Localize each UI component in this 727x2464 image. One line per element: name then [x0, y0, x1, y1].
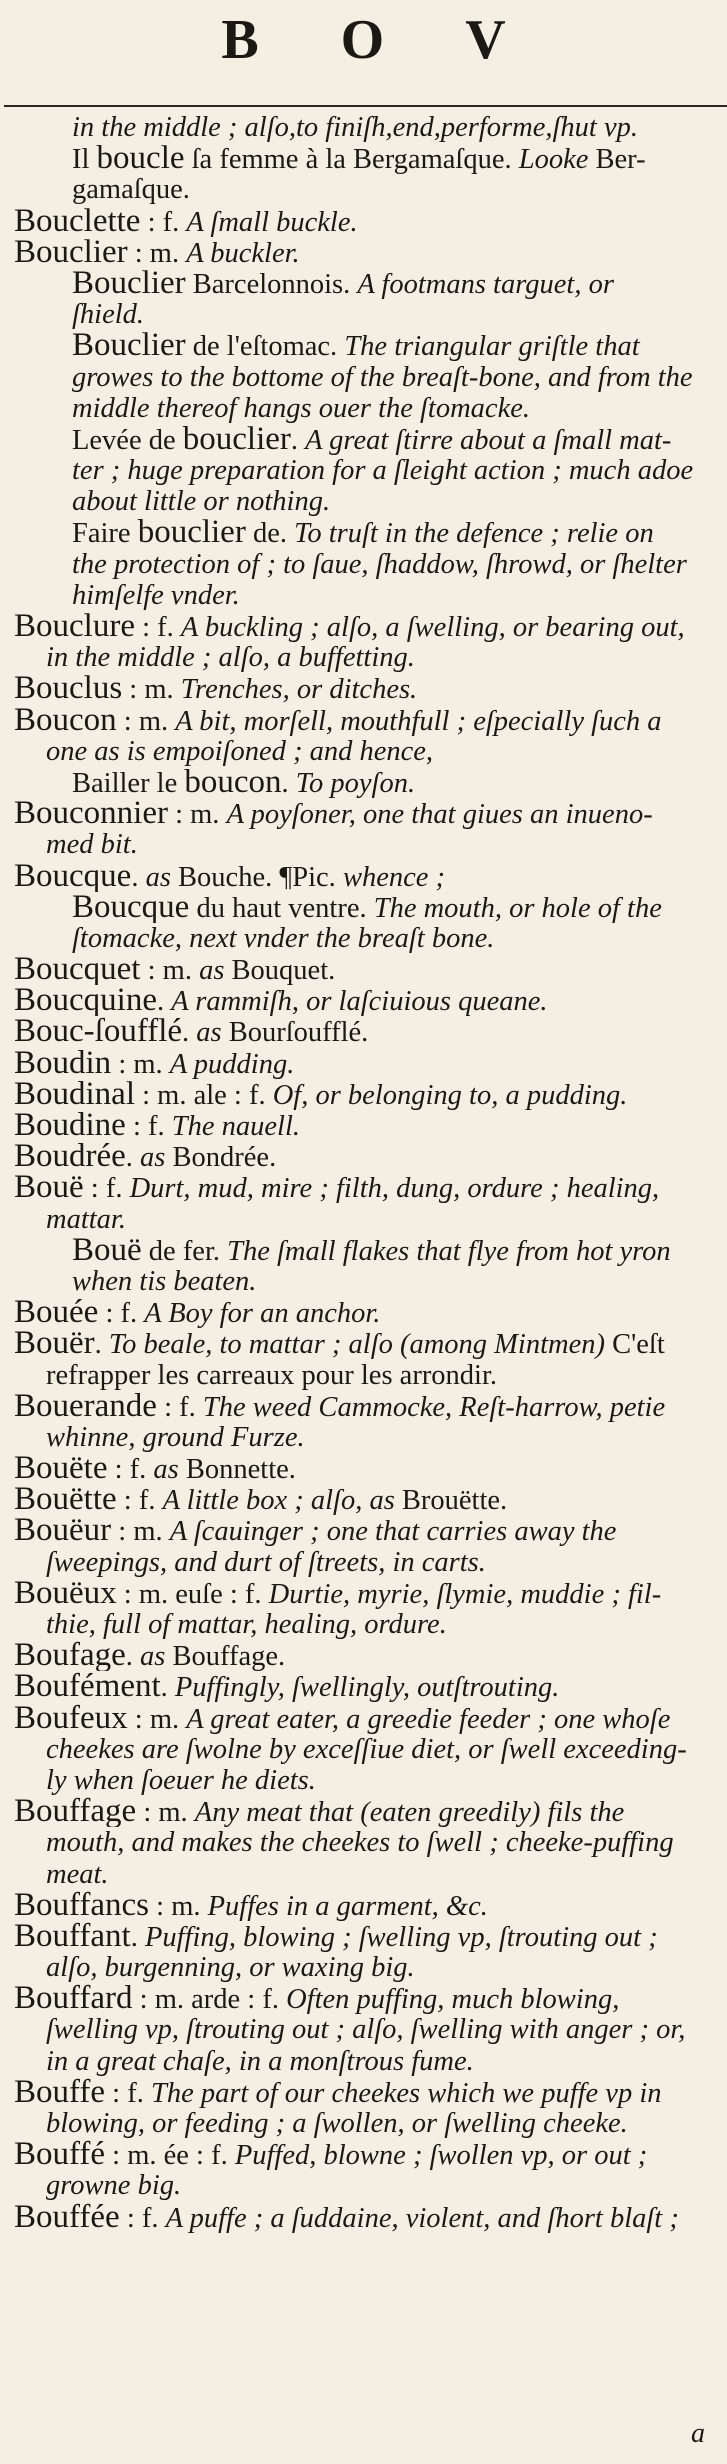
headword: Boucque [72, 891, 190, 923]
gloss-text: A great ſtirre about a ſmall mat- [305, 424, 672, 456]
entry-line [14, 174, 717, 205]
dictionary-entry [14, 1671, 717, 1702]
page-header [0, 0, 727, 120]
entry-line [14, 1515, 717, 1546]
headword: Bouclier [72, 330, 186, 362]
entry-text: : m. euſe : f. [116, 1578, 269, 1609]
entry-line [14, 1671, 717, 1702]
gloss-text: To beale, to mattar ; alſo (among Mintmen) [108, 1329, 605, 1360]
entry-text: : m. [149, 1890, 208, 1921]
entry-text: de l'eſtomac. [185, 331, 345, 362]
entry-line [14, 1983, 717, 2014]
entry-text: de fer. [141, 1235, 228, 1266]
entry-line [14, 2014, 717, 2045]
entry-text: : m. [122, 674, 181, 705]
entry-line [14, 1484, 717, 1515]
dictionary-entry [14, 1983, 717, 2077]
gloss-text: as [153, 1454, 179, 1485]
dictionary-entry [14, 1921, 717, 1983]
gloss-text: The weed Cammocke, Reſt-harrow, petie [202, 1391, 666, 1422]
entry-line [14, 1048, 717, 1079]
headword: Bouëux [14, 1577, 117, 1609]
dictionary-entry [14, 2077, 717, 2139]
entry-text: : m. [111, 1516, 170, 1547]
headword: bouclier [182, 423, 291, 456]
entry-line [14, 892, 717, 923]
dictionary-entry [14, 2139, 717, 2201]
entry-text: : f. [156, 1391, 203, 1422]
entry-line [14, 299, 717, 330]
entry-text: ſa femme à la Bergamaſque. [184, 144, 519, 175]
gloss-text: the protection of ; to ſaue, ſhaddow, ſhrowd, or ſhelter [72, 548, 687, 580]
entry-line [14, 1703, 717, 1734]
gloss-text: mattar. [46, 1203, 126, 1235]
dictionary-entry [14, 1515, 717, 1577]
entry-text: de. [245, 518, 295, 549]
entry-line [14, 1297, 717, 1328]
entry-line [14, 143, 717, 174]
entry-text: : f. [119, 2202, 166, 2233]
entry-text: : f. [116, 1485, 163, 1516]
gloss-text: A Boy for an anchor. [144, 1298, 381, 1329]
entry-text: C'eſt [604, 1329, 665, 1360]
dictionary-entry [14, 1016, 717, 1047]
entry-text: Bouffage. [165, 1641, 286, 1672]
gloss-text: A pudding. [169, 1048, 295, 1079]
entry-line [14, 954, 717, 985]
entry-line [14, 1422, 717, 1453]
entry-line [14, 736, 717, 767]
gloss-text: The mouth, or hole of the [373, 892, 662, 923]
gloss-text: ſtomacke, next vnder the breaſt bone. [72, 922, 495, 954]
entry-line [14, 1391, 717, 1422]
entry-text: . [182, 1017, 197, 1048]
dictionary-entry [14, 268, 717, 330]
gloss-text: as [199, 955, 225, 986]
dictionary-entry [14, 1453, 717, 1484]
gloss-text: in a great chaſe, in a monſtrous fume. [46, 2045, 474, 2077]
entry-text: : f. [125, 1111, 172, 1142]
entry-line [14, 393, 717, 424]
entry-line [14, 112, 717, 143]
gloss-text: A buckler. [186, 237, 300, 268]
dictionary-entry [14, 1328, 717, 1390]
dictionary-entry [14, 2202, 717, 2233]
entry-line [14, 1890, 717, 1921]
entry-text: . [160, 1672, 175, 1703]
dictionary-entry [14, 206, 717, 237]
headword: Bouë [72, 1234, 142, 1266]
dictionary-entry [14, 1796, 717, 1890]
entry-text: : m. [111, 1048, 170, 1079]
gloss-text: Any meat that (eaten greedily) fils the [194, 1797, 625, 1828]
headword: Bouée [14, 1297, 99, 1329]
entry-line [14, 1952, 717, 1983]
gloss-text: The nauell. [171, 1111, 300, 1142]
gloss-text: growes to the bottome of the breaſt-bone, and from the [72, 361, 693, 393]
entry-text: Faire [72, 518, 138, 549]
headword: Boufément [14, 1671, 161, 1703]
entry-line [14, 1859, 717, 1890]
entry-text: . [290, 424, 306, 456]
entry-line [14, 2077, 717, 2108]
gloss-text: blowing, or feeding ; a ſwollen, or ſwelling cheeke. [46, 2108, 628, 2139]
headword: Bouffage [14, 1796, 137, 1828]
headword: Boudin [14, 1047, 112, 1079]
gloss-text: when tis beaten. [72, 1265, 257, 1297]
headword: Boudrée [14, 1141, 126, 1173]
entry-line [14, 1016, 717, 1047]
entry-text: : m. [167, 799, 227, 830]
gloss-text: A little box ; alſo, as [162, 1485, 395, 1516]
entry-text: : m. arde : f. [132, 1984, 287, 2015]
headword: Bouclier [14, 236, 128, 268]
gloss-text: A puffe ; a ſuddaine, violent, and ſhort blaſt ; [165, 2202, 679, 2233]
gloss-text: thie, full of mattar, healing, ordure. [46, 1609, 447, 1640]
entry-line [14, 1328, 717, 1359]
gloss-text: whinne, ground Furze. [46, 1421, 305, 1453]
entry-text: . [131, 861, 146, 892]
entry-line [14, 2202, 717, 2233]
gloss-text: ly when ſoeuer he diets. [46, 1764, 316, 1796]
headword: Bouclette [14, 205, 141, 237]
headword: bouclier [137, 517, 246, 549]
dictionary-entry [14, 517, 717, 611]
gloss-text: Puffing, blowing ; ſwelling vp, ſtrouting out ; [144, 1921, 658, 1953]
entry-text: du haut ventre. [189, 892, 374, 923]
entry-text: : m. [127, 1703, 187, 1734]
entry-line [14, 1360, 717, 1391]
entry-text: : f. [107, 1454, 154, 1485]
gloss-text: The triangular griſtle that [344, 331, 640, 362]
headword: Bouëur [14, 1515, 112, 1547]
headword: Bouclure [14, 611, 135, 643]
entry-line [14, 1204, 717, 1235]
entry-line [14, 1079, 717, 1110]
headword: Bouëtte [14, 1484, 117, 1516]
entry-line [14, 985, 717, 1016]
gloss-text: ſwelling vp, ſtrouting out ; alſo, ſwelling with anger ; or, [46, 2014, 686, 2046]
dictionary-entry [14, 954, 717, 985]
dictionary-entry [14, 1578, 717, 1640]
gloss-text: med bit. [46, 829, 138, 861]
gloss-text: A ſcauinger ; one that carries away the [169, 1516, 617, 1547]
headword: Bouconnier [14, 798, 168, 830]
entry-text: refrapper les carreaux pour les arrondir. [46, 1359, 498, 1391]
gloss-text: cheekes are ſwolne by exceſſiue diet, or ſwell exceeding- [46, 1733, 687, 1765]
entry-line [14, 1578, 717, 1609]
entry-line [14, 2108, 717, 2139]
dictionary-entry [14, 1640, 717, 1671]
gloss-text: ter ; huge preparation for a ſleight action ; much adoe [72, 455, 694, 487]
headword: Bouffée [14, 2201, 120, 2233]
entry-line [14, 611, 717, 642]
entry-line [14, 798, 717, 829]
headword: boucle [96, 143, 185, 175]
entry-line [14, 580, 717, 611]
entry-text: : m. ée : f. [105, 2140, 235, 2171]
entry-line [14, 705, 717, 736]
entry-line [14, 549, 717, 580]
entry-line [14, 1827, 717, 1858]
entry-text: : m. [127, 237, 187, 268]
header-rule [4, 105, 727, 107]
headword: Bouë [14, 1172, 84, 1204]
gloss-text: Puffes in a garment, &c. [207, 1890, 488, 1921]
gloss-text: The part of our cheekes which we puffe vp in [150, 2077, 662, 2108]
entry-line [14, 1547, 717, 1578]
headword: Bouffancs [14, 1889, 150, 1921]
gloss-text: middle thereof hangs ouer the ſtomacke. [72, 392, 531, 424]
entry-text: : m. ale : f. [135, 1079, 273, 1110]
headword: Bouffant [14, 1920, 131, 1953]
entry-line [14, 1921, 717, 1952]
entry-line [14, 767, 717, 798]
gloss-text: one as is empoiſoned ; and hence, [46, 735, 434, 767]
dictionary-entry [14, 424, 717, 518]
entry-text: Brouëtte. [394, 1485, 508, 1516]
headword: Bouffé [14, 2139, 106, 2171]
headword: Bouffard [14, 1983, 133, 2015]
headword: Bouclier [72, 267, 186, 300]
gloss-text: as [145, 861, 171, 892]
gloss-text: about little or nothing. [72, 486, 331, 518]
entry-line [14, 362, 717, 393]
headword: Bouëte [14, 1453, 108, 1485]
gloss-text: as [140, 1641, 166, 1672]
gloss-text: Of, or belonging to, a pudding. [272, 1079, 628, 1110]
entry-text: Il [72, 144, 97, 175]
headword: Bouerande [14, 1390, 157, 1422]
entry-text: Bondrée. [165, 1142, 277, 1173]
entry-text: : f. [83, 1173, 130, 1204]
gloss-text: The ſmall flakes that flye from hot yron [227, 1235, 671, 1266]
dictionary-entry [14, 1297, 717, 1328]
entry-line [14, 861, 717, 892]
dictionary-entry [14, 611, 717, 673]
entry-text: : f. [105, 2077, 151, 2108]
entry-text: Bailler le [72, 767, 185, 799]
headword: boucon [184, 766, 282, 799]
entry-text: : f. [140, 206, 187, 237]
entry-line [14, 829, 717, 860]
running-head: B O V [221, 9, 540, 71]
dictionary-entry [14, 1484, 717, 1515]
gloss-text: To poyſon. [295, 767, 416, 799]
entry-line [14, 1640, 717, 1671]
entry-text: : m. [140, 955, 200, 986]
gloss-text: growne big. [46, 2170, 182, 2202]
headword: Boucon [14, 704, 117, 736]
entry-line [14, 1235, 717, 1266]
dictionary-entry [14, 1141, 717, 1172]
headword: Boucquet [14, 954, 141, 986]
gloss-text: as [140, 1142, 166, 1173]
gloss-text: alſo, burgenning, or waxing big. [46, 1952, 415, 1984]
dictionary-entry [14, 1235, 717, 1297]
dictionary-entry [14, 112, 717, 206]
entry-line [14, 923, 717, 954]
entry-line [14, 1110, 717, 1141]
entry-text: : f. [98, 1298, 145, 1329]
entry-text: . [125, 1142, 141, 1173]
entry-text: gamaſque. [72, 174, 190, 206]
headword: Boufage [14, 1640, 126, 1672]
gloss-text: A buckling ; alſo, a ſwelling, or bearing out, [180, 612, 685, 643]
entry-text: Barcelonnois. [185, 268, 358, 300]
gloss-text: meat. [46, 1858, 109, 1890]
headword: Boucquine [14, 985, 157, 1017]
entry-text: . [281, 767, 296, 799]
dictionary-entry [14, 985, 717, 1016]
dictionary-entry [14, 673, 717, 704]
entry-line [14, 237, 717, 268]
entry-line [14, 1266, 717, 1297]
entry-text: . [156, 986, 172, 1017]
dictionary-entry [14, 1890, 717, 1921]
entry-text: Bouquet. [224, 955, 336, 986]
entry-text: . [125, 1641, 141, 1672]
entry-line [14, 455, 717, 486]
entry-line [14, 673, 717, 704]
dictionary-entry [14, 1048, 717, 1079]
gloss-text: Looke [518, 144, 589, 175]
entry-text: : m. [116, 705, 176, 736]
entry-line [14, 206, 717, 237]
entry-line [14, 2139, 717, 2170]
entry-line [14, 1172, 717, 1203]
entry-text: Bourſoufflé. [221, 1017, 369, 1048]
entry-line [14, 1609, 717, 1640]
gloss-text: A great eater, a greedie feeder ; one whoſe [186, 1703, 671, 1734]
gloss-text: Trenches, or ditches. [180, 674, 418, 705]
entry-line [14, 1734, 717, 1765]
headword: Bouër [14, 1328, 95, 1360]
gloss-text: in the middle ; alſo, a buffetting. [46, 642, 415, 674]
dictionary-column [14, 112, 717, 2233]
headword: Boufeux [14, 1702, 128, 1734]
dictionary-entry [14, 767, 717, 798]
entry-text: Bonnette. [178, 1454, 296, 1485]
entry-line [14, 1765, 717, 1796]
entry-line [14, 268, 717, 299]
gloss-text: as [196, 1017, 222, 1048]
headword: Bouclus [14, 673, 123, 705]
entry-line [14, 1796, 717, 1827]
gloss-text: Puffingly, ſwellingly, outſtrouting. [174, 1672, 560, 1703]
dictionary-entry [14, 861, 717, 892]
dictionary-entry [14, 330, 717, 424]
gloss-text: ſweepings, and durt of ſtreets, in carts. [46, 1546, 486, 1578]
headword: Boudinal [14, 1078, 135, 1110]
entry-line [14, 642, 717, 673]
entry-line [14, 2046, 717, 2077]
gloss-text: in the middle ; alſo,to finiſh,end,performe,ſhut vp. [72, 112, 638, 143]
dictionary-entry [14, 1110, 717, 1141]
catchword: a [691, 2418, 705, 2449]
gloss-text: Durtie, myrie, ſlymie, muddie ; fil- [268, 1578, 662, 1609]
entry-line [14, 2170, 717, 2201]
dictionary-entry [14, 1172, 717, 1234]
entry-line [14, 1453, 717, 1484]
entry-line [14, 486, 717, 517]
gloss-text: A poyſoner, one that giues an inueno- [226, 799, 653, 830]
entry-text: Ber- [588, 144, 646, 175]
dictionary-entry [14, 798, 717, 860]
entry-line [14, 330, 717, 361]
headword: Bouc-ſoufflé [14, 1016, 183, 1048]
entry-line [14, 517, 717, 548]
gloss-text: Puffed, blowne ; ſwollen vp, or out ; [234, 2140, 648, 2171]
entry-line [14, 424, 717, 455]
dictionary-entry [14, 237, 717, 268]
gloss-text: To truſt in the defence ; relie on [294, 518, 654, 549]
dictionary-entry [14, 1703, 717, 1797]
entry-text: . [130, 1921, 145, 1953]
entry-line [14, 1141, 717, 1172]
entry-text: : m. [136, 1797, 195, 1828]
entry-text: . [94, 1329, 109, 1360]
headword: Boucque [14, 860, 132, 892]
gloss-text: A bit, morſell, mouthfull ; eſpecially ſuch a [175, 705, 662, 736]
gloss-text: ſhield. [72, 299, 145, 331]
gloss-text: A ſmall buckle. [186, 206, 358, 237]
dictionary-entry [14, 705, 717, 767]
entry-text: Levée de [72, 424, 183, 456]
gloss-text: himſelfe vnder. [72, 579, 240, 611]
entry-text: Bouche. ¶Pic. [170, 861, 343, 892]
gloss-text: whence ; [342, 861, 446, 892]
gloss-text: mouth, and makes the cheekes to ſwell ; cheeke-puffing [46, 1827, 674, 1859]
dictionary-entry [14, 892, 717, 954]
headword: Bouffe [14, 2076, 106, 2108]
gloss-text: Durt, mud, mire ; filth, dung, ordure ; healing, [129, 1173, 660, 1204]
entry-text: : f. [134, 612, 181, 643]
dictionary-entry [14, 1079, 717, 1110]
gloss-text: Often puffing, much blowing, [286, 1984, 620, 2015]
gloss-text: A rammiſh, or laſciuious queane. [171, 986, 548, 1017]
headword: Boudine [14, 1110, 126, 1142]
gloss-text: A footmans targuet, or [357, 268, 614, 300]
dictionary-entry [14, 1391, 717, 1453]
